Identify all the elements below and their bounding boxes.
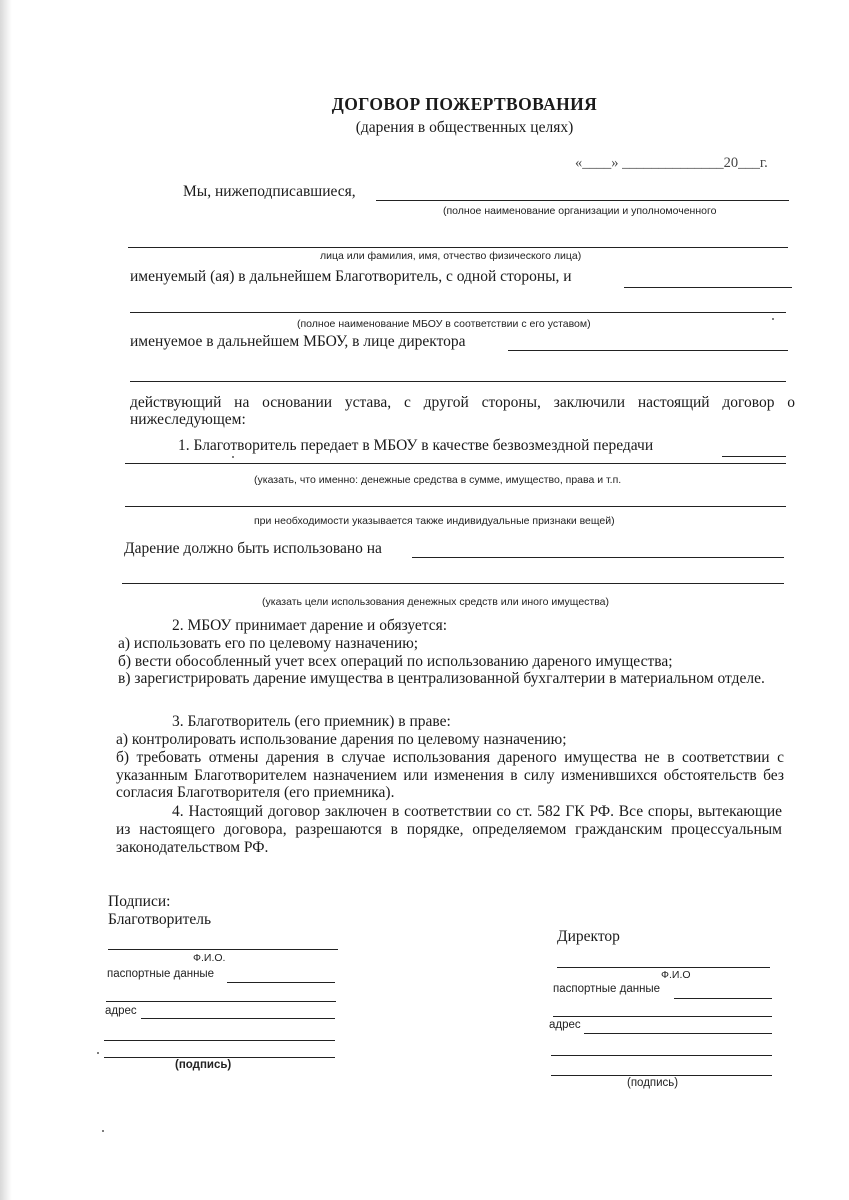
purpose-field-1[interactable] bbox=[412, 557, 784, 558]
clause1-text: 1. Благотворитель передает в МБОУ в качестве безвозмездной передачи bbox=[178, 437, 654, 454]
caption-gift-2: при необходимости указывается также индивидуальные признаки вещей) bbox=[254, 515, 615, 527]
scan-speck bbox=[102, 1130, 104, 1132]
director-passport-label: паспортные данные bbox=[553, 983, 661, 995]
donor-side-field[interactable] bbox=[624, 287, 792, 288]
director-passport-field[interactable] bbox=[674, 998, 772, 999]
director-name-field[interactable] bbox=[508, 350, 788, 351]
donor-title: Благотворитель bbox=[108, 911, 212, 928]
mbou-intro-text: именуемое в дальнейшем МБОУ, в лице директора bbox=[130, 333, 466, 350]
director-sign-label: (подпись) bbox=[627, 1077, 679, 1089]
donor-address-label: адрес bbox=[105, 1005, 137, 1017]
acting-paragraph: действующий на основании устава, с другой стороны, заключили настоящий договор о нижеследующем: bbox=[130, 394, 795, 428]
director-address-field-2[interactable] bbox=[551, 1055, 772, 1056]
donor-sign-label: (подпись) bbox=[175, 1059, 232, 1071]
scan-speck bbox=[772, 318, 774, 320]
clause3-heading: 3. Благотворитель (его приемник) в праве: bbox=[172, 713, 451, 730]
donor-address-field[interactable] bbox=[141, 1018, 335, 1019]
clause3-item-b: б) требовать отмены дарения в случае использования дареного имущества не в соответствии с указанным Благотворителем назначением или изменения в силу изменившихся обстоятельств без согласия Благотворителя (его приемника). bbox=[116, 749, 784, 801]
director-sign-field[interactable] bbox=[551, 1075, 772, 1076]
date-line[interactable]: «____» ______________20___г. bbox=[575, 155, 768, 171]
signatures-heading: Подписи: bbox=[108, 893, 171, 910]
gift-field-1[interactable] bbox=[722, 456, 786, 457]
gift-field-3[interactable] bbox=[125, 506, 786, 507]
donor-fio-field[interactable] bbox=[108, 949, 338, 950]
scan-speck bbox=[232, 456, 234, 458]
document-subtitle: (дарения в общественных целях) bbox=[355, 119, 574, 136]
donor-side-text: именуемый (ая) в дальнейшем Благотворитель, с одной стороны, и bbox=[130, 268, 572, 285]
director-passport-field-2[interactable] bbox=[553, 1016, 772, 1017]
director-name-field-2[interactable] bbox=[130, 381, 786, 382]
caption-purpose: (указать цели использования денежных средств или иного имущества) bbox=[262, 596, 610, 608]
clause2-heading: 2. МБОУ принимает дарение и обязуется: bbox=[172, 617, 448, 634]
caption-person: лица или фамилия, имя, отчество физического лица) bbox=[320, 250, 582, 262]
donor-passport-field-2[interactable] bbox=[106, 1001, 336, 1002]
person-name-field[interactable] bbox=[128, 247, 788, 248]
use-text: Дарение должно быть использовано на bbox=[124, 540, 382, 557]
clause2-item-a: а) использовать его по целевому назначению; bbox=[118, 635, 419, 652]
clause3-item-a: а) контролировать использование дарения по целевому назначению; bbox=[116, 731, 567, 748]
director-fio-label: Ф.И.О bbox=[661, 969, 691, 981]
caption-gift-1: (указать, что именно: денежные средства в сумме, имущество, права и т.п. bbox=[254, 474, 622, 486]
clause2-item-b: б) вести обособленный учет всех операций по использованию дареного имущества; bbox=[118, 653, 673, 670]
gift-field-2[interactable] bbox=[125, 463, 786, 464]
caption-mbou: (полное наименование МБОУ в соответствии с его уставом) bbox=[297, 318, 591, 330]
director-address-label: адрес bbox=[549, 1019, 581, 1031]
caption-org: (полное наименование организации и уполномоченного bbox=[443, 205, 717, 217]
director-address-field[interactable] bbox=[584, 1033, 772, 1034]
director-title: Директор bbox=[557, 928, 620, 945]
clause2-item-c: в) зарегистрировать дарение имущества в централизованной бухгалтерии в материальном отделе. bbox=[118, 670, 765, 687]
clause4-text: 4. Настоящий договор заключен в соответствии со ст. 582 ГК РФ. Все споры, вытекающие из настоящего договора, разрешаются в порядке, определяемом гражданским процессуальным законодательством РФ. bbox=[116, 803, 782, 856]
scan-speck bbox=[97, 1052, 99, 1054]
document-title: ДОГОВОР ПОЖЕРТВОВАНИЯ bbox=[331, 94, 598, 114]
purpose-field-2[interactable] bbox=[122, 583, 784, 584]
parties-intro: Мы, нижеподписавшиеся, bbox=[183, 183, 356, 200]
mbou-name-field[interactable] bbox=[130, 312, 786, 313]
donor-fio-label: Ф.И.О. bbox=[193, 952, 226, 964]
director-fio-field[interactable] bbox=[557, 967, 770, 968]
donor-address-field-2[interactable] bbox=[104, 1040, 335, 1041]
org-name-field[interactable] bbox=[376, 200, 789, 201]
scan-shadow-edge bbox=[0, 0, 12, 1200]
donor-passport-label: паспортные данные bbox=[107, 968, 215, 980]
donor-sign-field[interactable] bbox=[104, 1057, 335, 1058]
donor-passport-field[interactable] bbox=[227, 982, 335, 983]
